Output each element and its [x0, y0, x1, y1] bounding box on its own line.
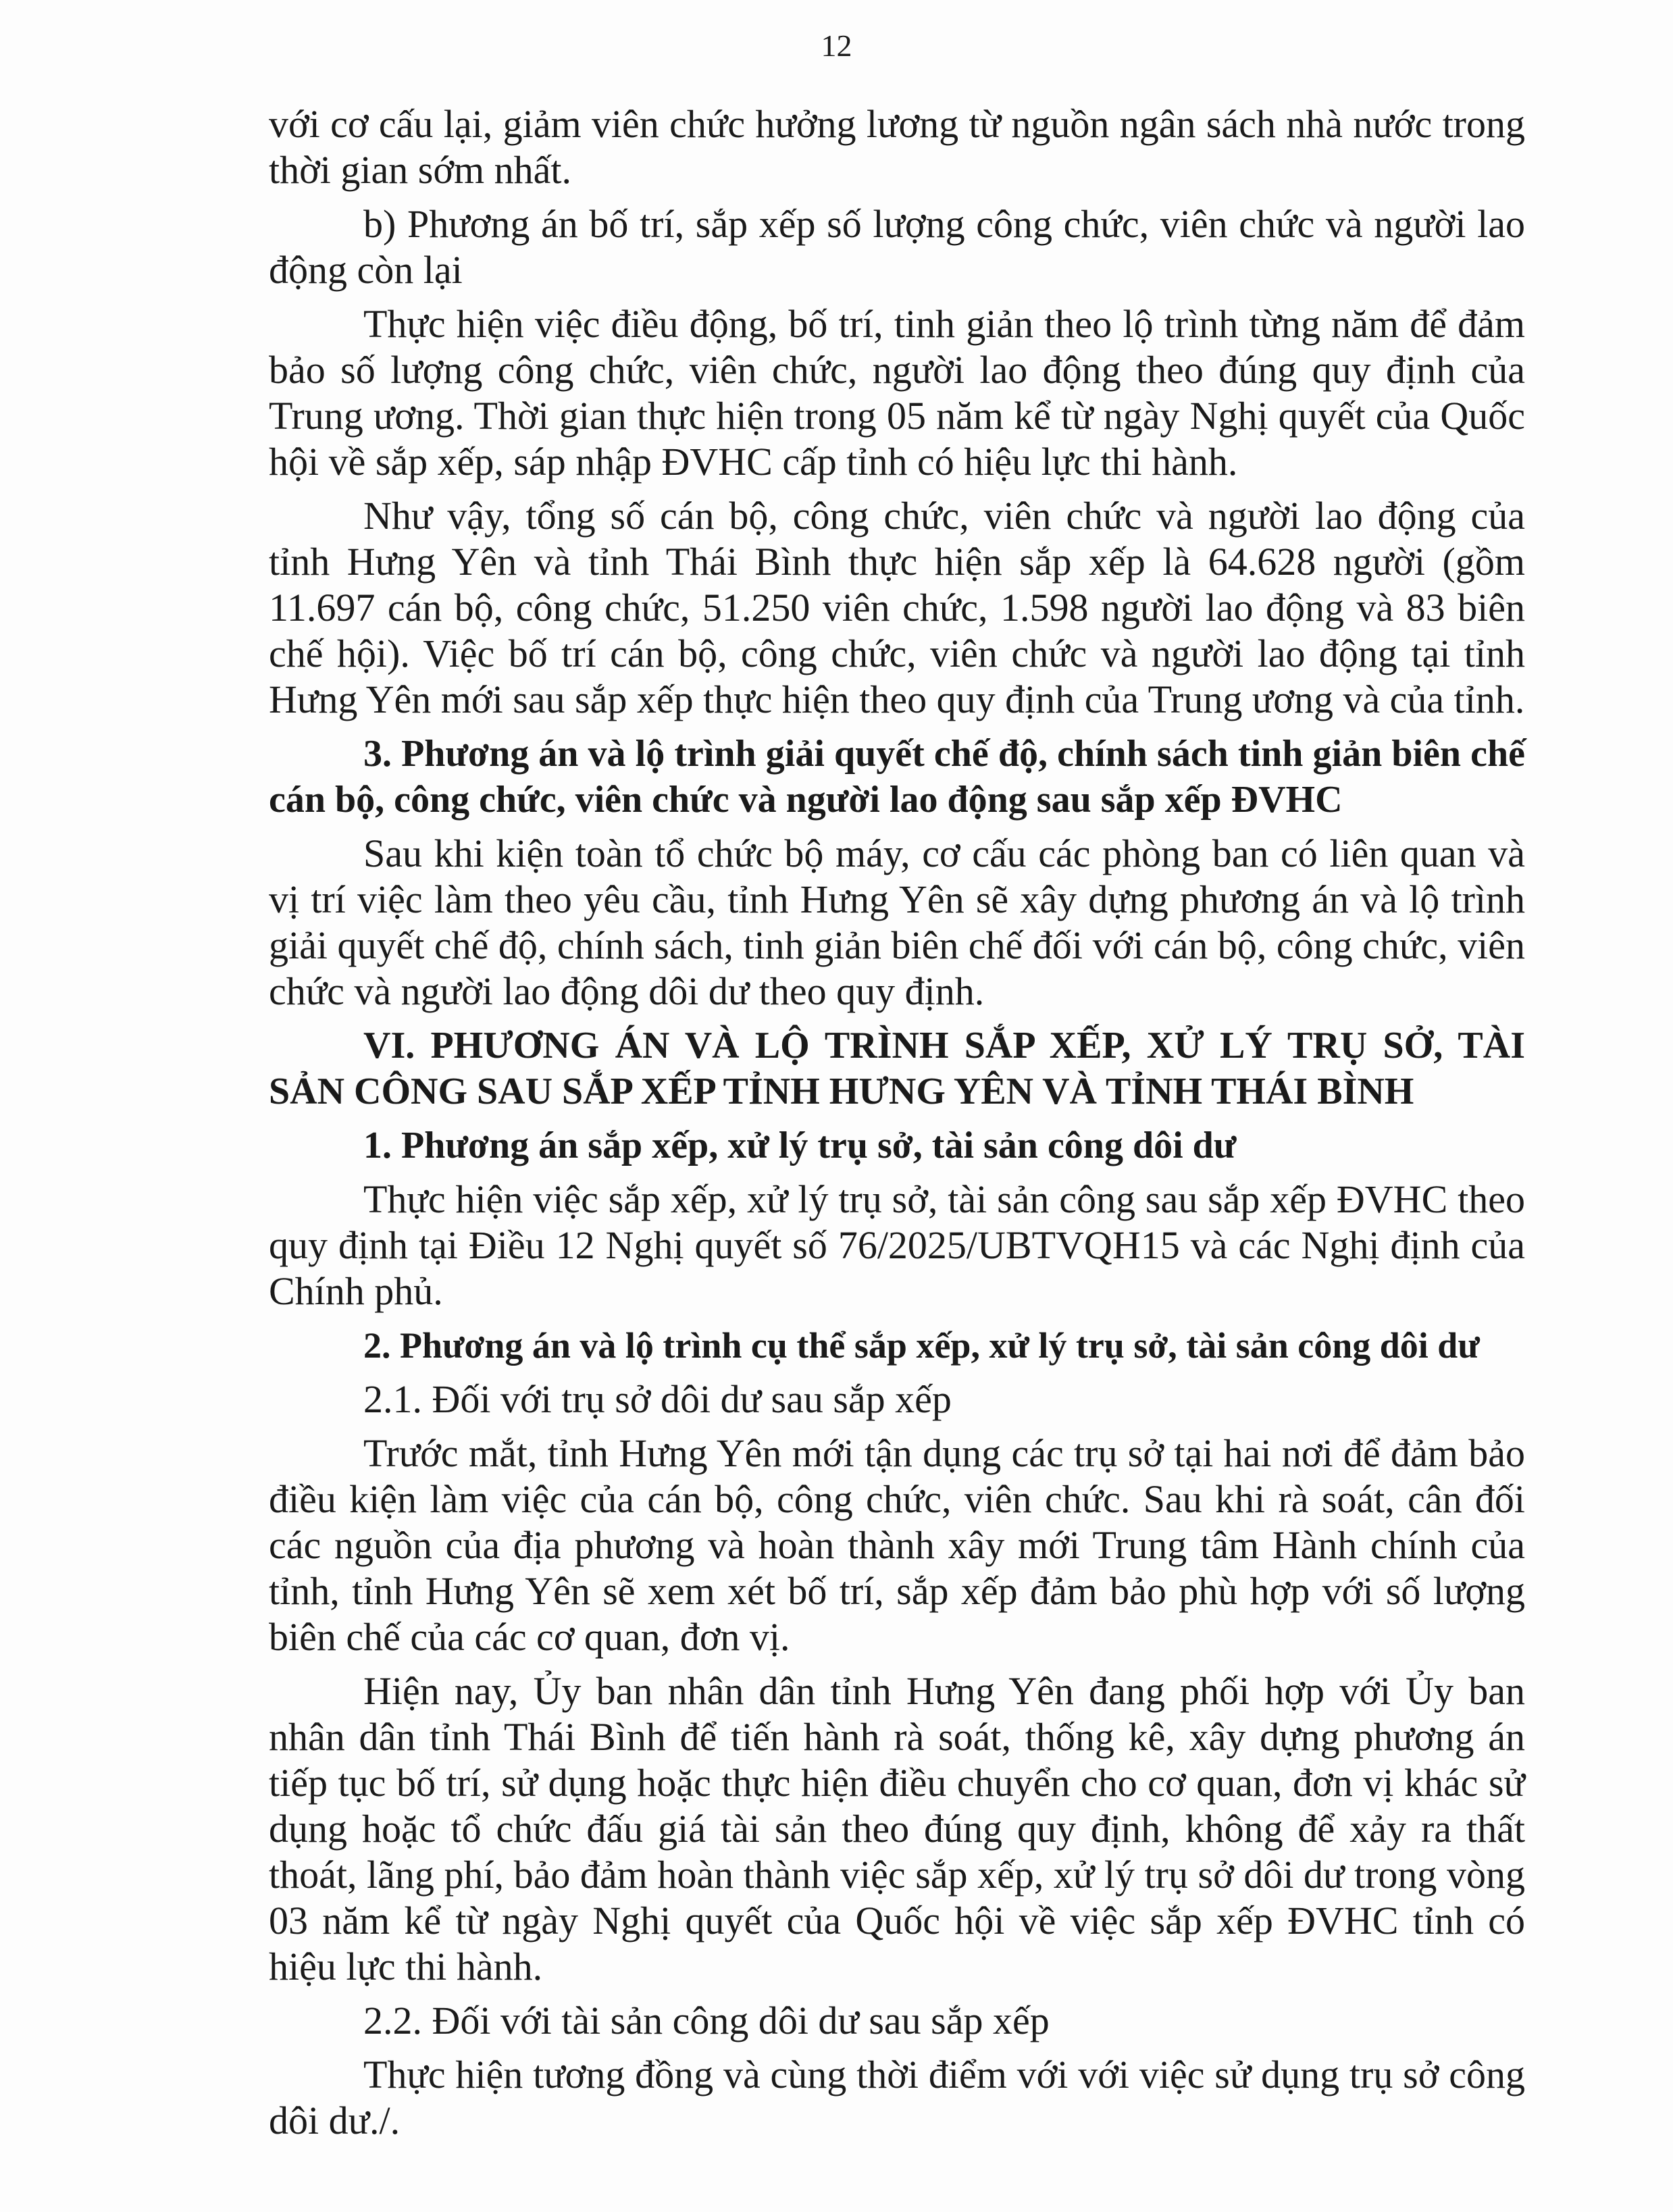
paragraph-total-staff: Như vậy, tổng số cán bộ, công chức, viên chức và người lao động của tỉnh Hưng Yên và tỉnh Thái Bình thực hiện sắp xếp là 64.628 người (gồm 11.697 cán bộ, công chức, 51.250 viên chức, 1.598 người lao động và 83 biên chế hội). Việc bố trí cán bộ, công chức, viên chức và người lao động tại tỉnh Hưng Yên mới sau sắp xếp thực hiện theo quy định của Trung ương và của tỉnh. [269, 494, 1525, 721]
paragraph-offices-coordination: Hiện nay, Ủy ban nhân dân tỉnh Hưng Yên đang phối hợp với Ủy ban nhân dân tỉnh Thái Bình để tiến hành rà soát, thống kê, xây dựng phương án tiếp tục bố trí, sử dụng hoặc thực hiện điều chuyển cho cơ quan, đơn vị khác sử dụng hoặc tổ chức đấu giá tài sản theo đúng quy định, không để xảy ra thất thoát, lãng phí, bảo đảm hoàn thành việc sắp xếp, xử lý trụ sở dôi dư trong vòng 03 năm kể từ ngày Nghị quyết của Quốc hội về việc sắp xếp ĐVHC tỉnh có hiệu lực thi hành. [269, 1669, 1525, 1988]
paragraph-continuation: với cơ cấu lại, giảm viên chức hưởng lương từ nguồn ngân sách nhà nước trong thời gian sớm nhất. [269, 102, 1525, 192]
heading-subsection-1: 1. Phương án sắp xếp, xử lý trụ sở, tài sản công dôi dư [363, 1125, 1237, 1166]
heading-subsection-2-1: 2.1. Đối với trụ sở dôi dư sau sắp xếp [363, 1377, 952, 1421]
heading-subsection-2: 2. Phương án và lộ trình cụ thể sắp xếp, xử lý trụ sở, tài sản công dôi dư [363, 1325, 1480, 1366]
paragraph-policy-plan: Sau khi kiện toàn tổ chức bộ máy, cơ cấu các phòng ban có liên quan và vị trí việc làm theo yêu cầu, tỉnh Hưng Yên sẽ xây dựng phương án và lộ trình giải quyết chế độ, chính sách, tinh giản biên chế đối với cán bộ, công chức, viên chức và người lao động dôi dư theo quy định. [269, 831, 1525, 1013]
heading-section-3: 3. Phương án và lộ trình giải quyết chế độ, chính sách tinh giản biên chế cán bộ, công chức, viên chức và người lao động sau sắp xếp ĐVHC [269, 733, 1525, 821]
document-body [269, 101, 1525, 2152]
paragraph-section-b: b) Phương án bố trí, sắp xếp số lượng công chức, viên chức và người lao động còn lại [269, 202, 1525, 292]
page-number: 12 [821, 28, 852, 63]
heading-section-vi: VI. PHƯƠNG ÁN VÀ LỘ TRÌNH SẮP XẾP, XỬ LÝ TRỤ SỞ, TÀI SẢN CÔNG SAU SẮP XẾP TỈNH HƯNG YÊN VÀ TỈNH THÁI BÌNH [269, 1025, 1525, 1112]
paragraph-implementation: Thực hiện việc điều động, bố trí, tinh giản theo lộ trình từng năm để đảm bảo số lượng công chức, viên chức, người lao động theo đúng quy định của Trung ương. Thời gian thực hiện trong 05 năm kể từ ngày Nghị quyết của Quốc hội về sắp xếp, sáp nhập ĐVHC cấp tỉnh có hiệu lực thi hành. [269, 302, 1525, 484]
paragraph-assets: Thực hiện tương đồng và cùng thời điểm với với việc sử dụng trụ sở công dôi dư./. [269, 2053, 1525, 2142]
paragraph-offices-immediate: Trước mắt, tỉnh Hưng Yên mới tận dụng các trụ sở tại hai nơi để đảm bảo điều kiện làm việc của cán bộ, công chức, viên chức. Sau khi rà soát, cân đối các nguồn của địa phương và hoàn thành xây mới Trung tâm Hành chính của tỉnh, tỉnh Hưng Yên sẽ xem xét bố trí, sắp xếp đảm bảo phù hợp với số lượng biên chế của các cơ quan, đơn vị. [269, 1431, 1525, 1659]
heading-subsection-2-2: 2.2. Đối với tài sản công dôi dư sau sắp xếp [363, 1999, 1050, 2042]
paragraph-regulation: Thực hiện việc sắp xếp, xử lý trụ sở, tài sản công sau sắp xếp ĐVHC theo quy định tại Điều 12 Nghị quyết số 76/2025/UBTVQH15 và các Nghị định của Chính phủ. [269, 1177, 1525, 1313]
